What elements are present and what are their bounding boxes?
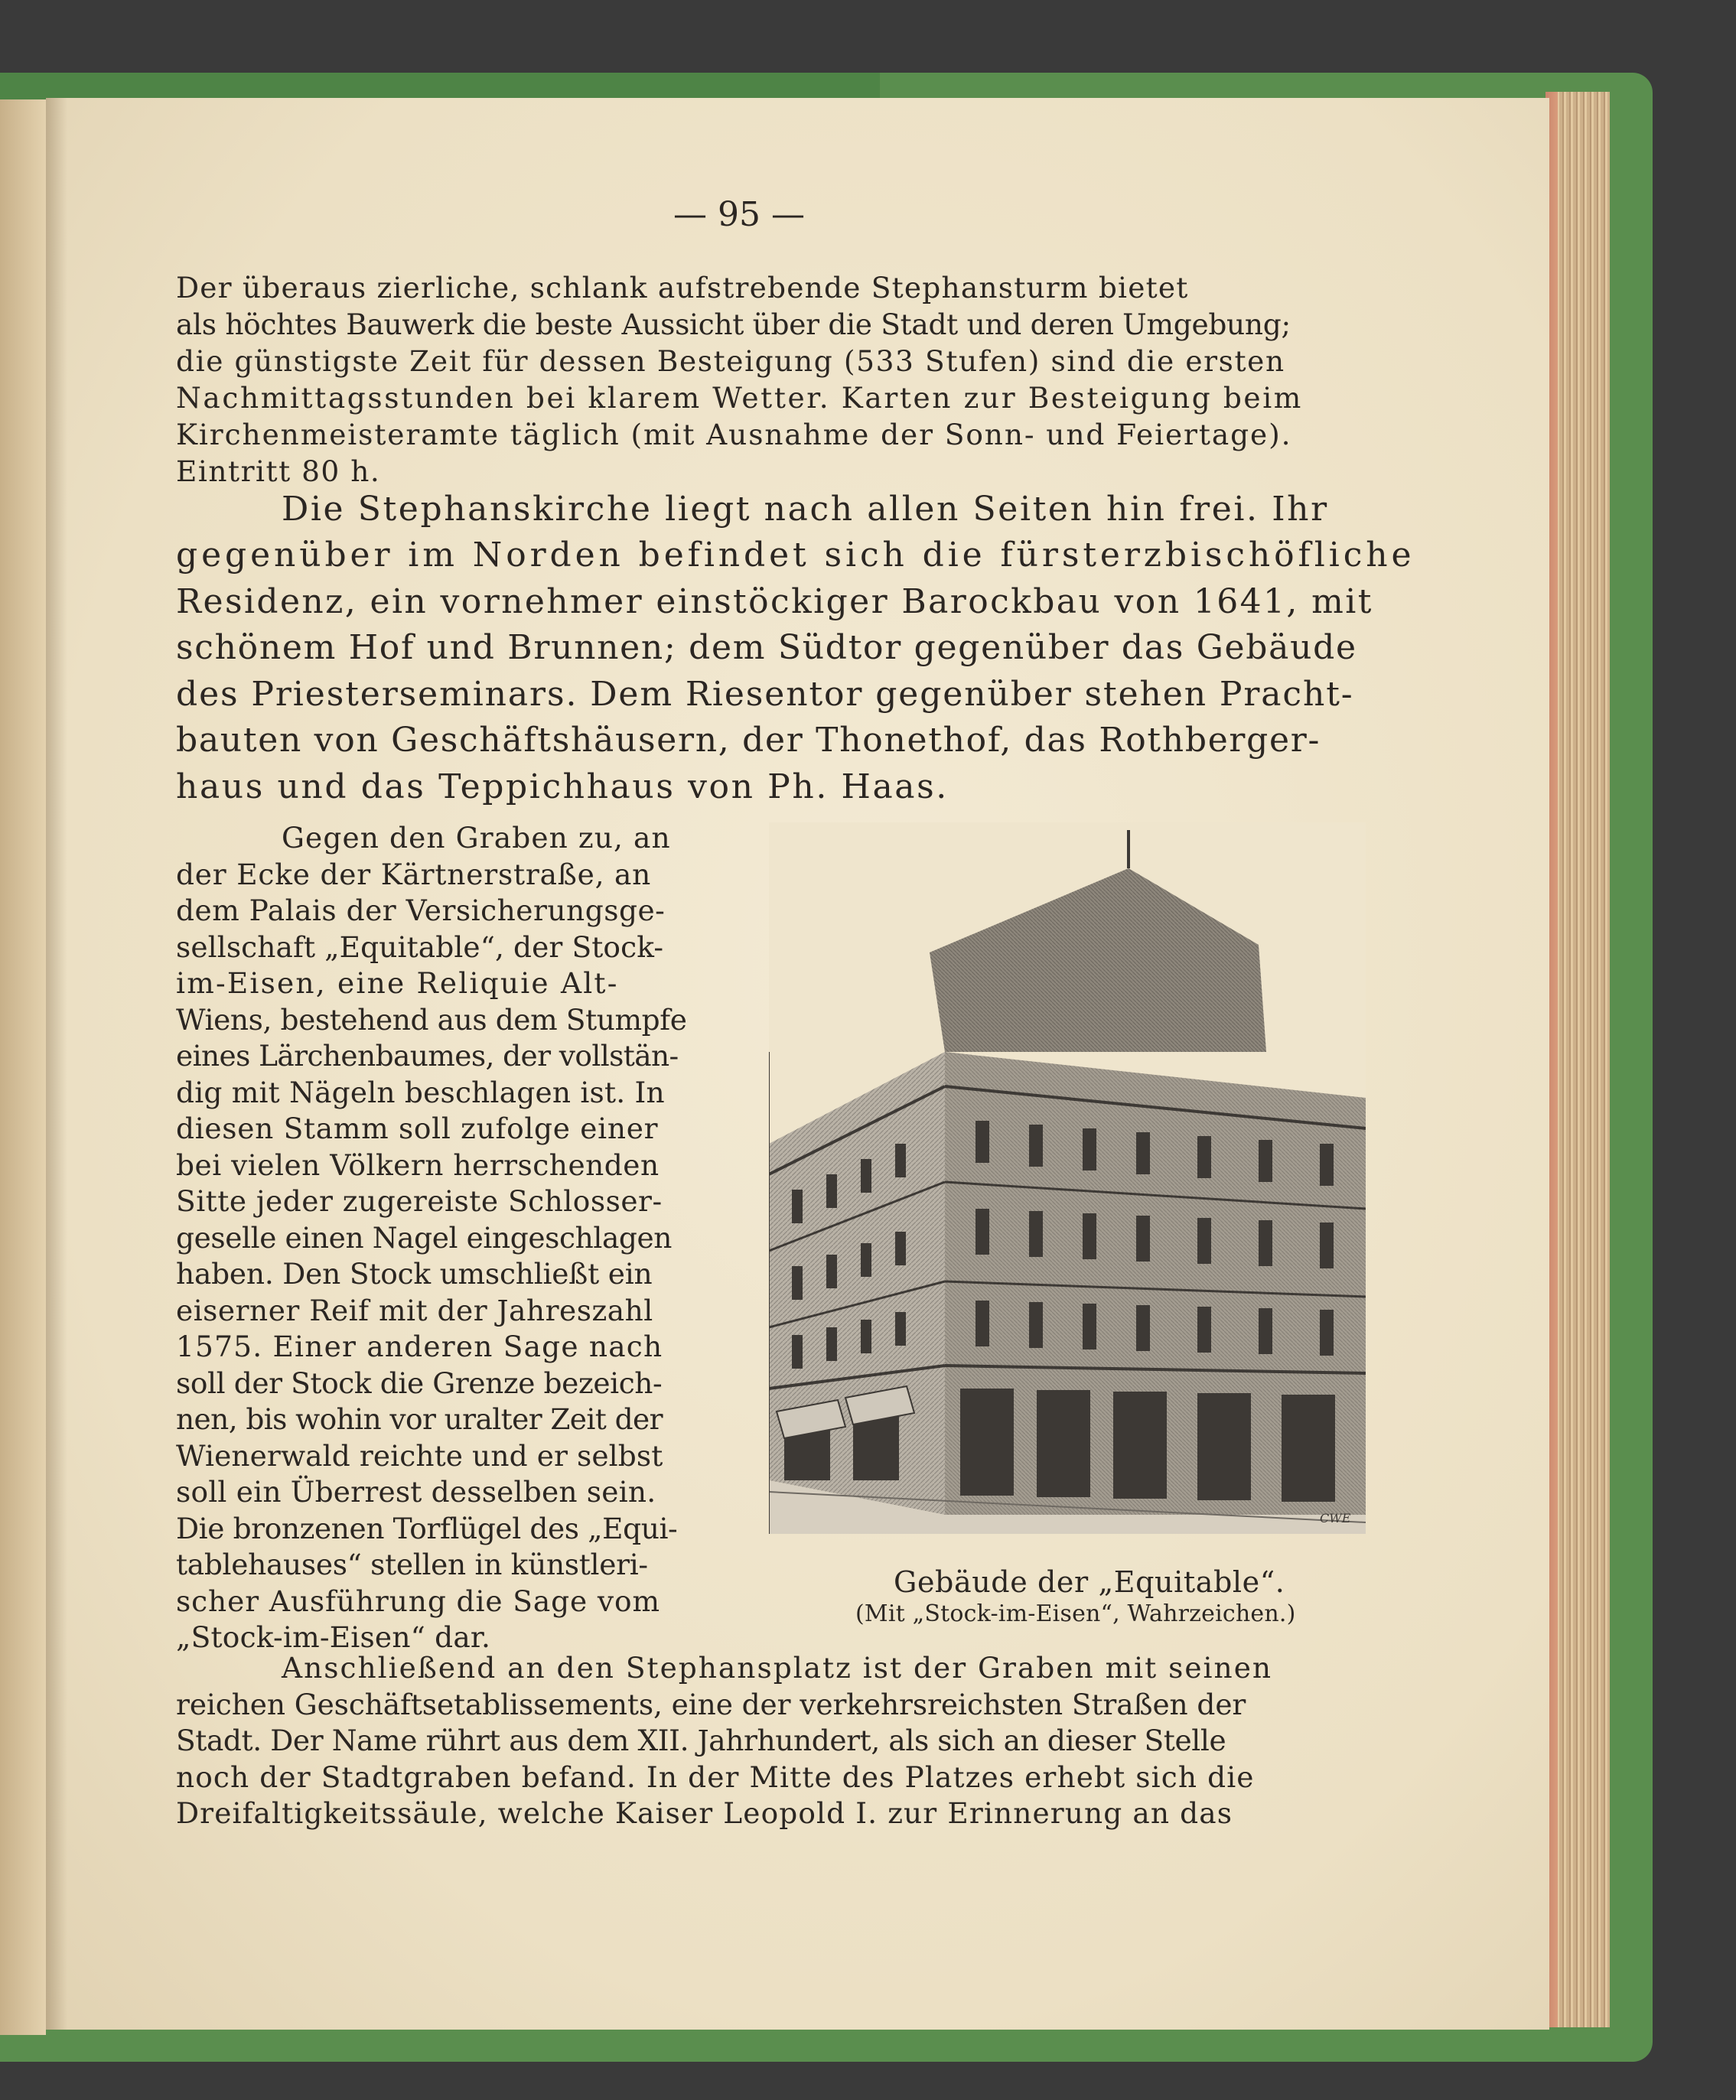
- svg-text:CWE: CWE: [1320, 1511, 1351, 1525]
- text-line: haus und das Teppichhaus von Ph. Haas.: [176, 767, 949, 806]
- text-line: gegenüber im Norden befindet sich die fürsterzbischöfliche: [176, 536, 1415, 575]
- text-line: dem Palais der Versicherungsge-: [176, 894, 666, 927]
- text-line: sellschaft „Equitable“, der Stock-: [176, 930, 664, 964]
- text-line: Stadt. Der Name rührt aus dem XII. Jahrhundert, als sich an dieser Stelle: [176, 1724, 1226, 1757]
- text-line: geselle einen Nagel eingeschlagen: [176, 1220, 673, 1255]
- text-line: Der überaus zierliche, schlank aufstrebende Stephansturm bietet: [176, 271, 1189, 304]
- text-line: Kirchenmeisteramte täglich (mit Ausnahme der Sonn- und Feiertage).: [176, 418, 1292, 451]
- text-line: nen, bis wohin vor uralter Zeit der: [176, 1402, 663, 1436]
- text-line: schönem Hof und Brunnen; dem Südtor gegenüber das Gebäude: [176, 628, 1357, 667]
- text-line: 1575. Einer anderen Sage nach: [176, 1330, 663, 1363]
- text-line: Sitte jeder zugereiste Schlosser-: [176, 1184, 663, 1218]
- text-line: die günstigste Zeit für dessen Besteigung (533 Stufen) sind die ersten: [176, 344, 1285, 378]
- paragraph-2: [282, 487, 1329, 533]
- paragraph-1: [176, 269, 1189, 306]
- text-line: reichen Geschäftsetablissements, eine der verkehrsreichsten Straßen der: [176, 1687, 1246, 1721]
- paragraph-3-cont: [176, 857, 687, 1656]
- text-line: im-Eisen, eine Reliquie Alt-: [176, 966, 619, 1000]
- paragraph-4-cont: [176, 1687, 1255, 1832]
- text-line: Dreifaltigkeitssäule, welche Kaiser Leopold I. zur Erinnerung an das: [176, 1796, 1233, 1830]
- paragraph-4: [282, 1650, 1272, 1687]
- page-gutter: [46, 98, 67, 2030]
- left-page-edge: [0, 99, 46, 2035]
- text-line: bei vielen Völkern herrschenden: [176, 1148, 660, 1182]
- text-line: Gegen den Graben zu, an: [282, 821, 671, 855]
- text-line: der Ecke der Kärtnerstraße, an: [176, 857, 652, 891]
- text-line: Nachmittagsstunden bei klarem Wetter. Karten zur Besteigung beim: [176, 381, 1303, 415]
- text-line: Die bronzenen Torflügel des „Equi-: [176, 1511, 678, 1545]
- paragraph-2-cont: [176, 532, 1415, 810]
- paragraph-1-cont: [176, 306, 1303, 490]
- text-line: eiserner Reif mit der Jahreszahl: [176, 1293, 653, 1327]
- text-line: Residenz, ein vornehmer einstöckiger Barockbau von 1641, mit: [176, 581, 1373, 621]
- text-line: noch der Stadtgraben befand. In der Mitte des Platzes erhebt sich die: [176, 1760, 1255, 1794]
- paragraph-3: [282, 820, 671, 857]
- text-line: bauten von Geschäftshäusern, der Thonethof, das Rothberger-: [176, 721, 1321, 760]
- text-line: als höchtes Bauwerk die beste Aussicht über die Stadt und deren Umgebung;: [176, 308, 1291, 341]
- text-line: Wienerwald reichte und er selbst: [176, 1438, 663, 1473]
- text-line: haben. Den Stock umschließt ein: [176, 1257, 653, 1291]
- text-line: dig mit Nägeln beschlagen ist. In: [176, 1075, 665, 1109]
- text-line: Wiens, bestehend aus dem Stumpfe: [176, 1002, 687, 1037]
- text-line: soll der Stock die Grenze bezeich-: [176, 1366, 663, 1400]
- text-line: Eintritt 80 h.: [176, 454, 381, 488]
- equitable-building-illustration: [769, 822, 1366, 1534]
- text-line: scher Ausführung die Sage vom: [176, 1584, 660, 1618]
- page-number: — 95 —: [673, 195, 805, 234]
- text-line: Die Stephanskirche liegt nach allen Seiten hin frei. Ihr: [282, 490, 1329, 529]
- text-line: diesen Stamm soll zufolge einer: [176, 1112, 659, 1145]
- text-line: „Stock-im-Eisen“ dar.: [176, 1620, 491, 1654]
- text-line: Anschließend an den Stephansplatz ist der Graben mit seinen: [282, 1651, 1273, 1685]
- text-line: des Priesterseminars. Dem Riesentor gegenüber stehen Pracht-: [176, 674, 1354, 714]
- figure-subcaption: (Mit „Stock-im-Eisen“, Wahrzeichen.): [855, 1600, 1296, 1627]
- figure-caption: Gebäude der „Equitable“.: [894, 1565, 1285, 1599]
- text-line: soll ein Überrest desselben sein.: [176, 1475, 656, 1509]
- page-edges: [1545, 92, 1610, 2027]
- text-line: tablehauses“ stellen in künstleri-: [176, 1548, 648, 1581]
- text-line: eines Lärchenbaumes, der vollstän-: [176, 1039, 679, 1073]
